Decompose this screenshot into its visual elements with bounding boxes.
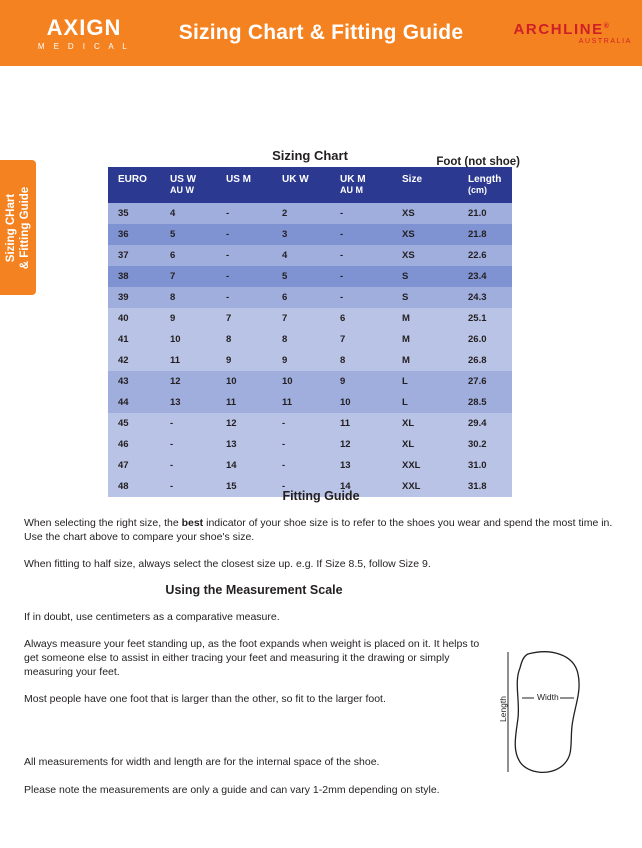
- cell-size: M: [392, 329, 458, 350]
- cell-size: XL: [392, 434, 458, 455]
- archline-trademark-icon: ®: [603, 23, 611, 30]
- cell-euro: 38: [108, 266, 160, 287]
- foot-outline-icon: [498, 648, 594, 776]
- cell-us-w: -: [160, 434, 216, 455]
- table-row: [108, 350, 512, 371]
- cell-euro: 45: [108, 413, 160, 434]
- cell-uk-w: 2: [272, 203, 330, 224]
- cell-size: XXL: [392, 455, 458, 476]
- cell-length: 26.8: [458, 350, 512, 371]
- cell-us-m: -: [216, 287, 272, 308]
- cell-uk-m: -: [330, 224, 392, 245]
- cell-length: 25.1: [458, 308, 512, 329]
- measurement-paragraph-2: Always measure your feet standing up, as the foot expands when weight is placed on it. It helps to get someone else to assist in either tracing your feet and measuring it the drawing or simply measuring your feet.: [24, 638, 480, 678]
- archline-brand-label: ARCHLINE: [513, 21, 604, 38]
- footnote-paragraph-1: All measurements for width and length are for the internal space of the shoe.: [24, 756, 380, 768]
- cell-size: M: [392, 308, 458, 329]
- col-header-length-sub: (cm): [468, 185, 488, 195]
- col-header-uk-m: [330, 167, 392, 203]
- cell-us-m: 9: [216, 350, 272, 371]
- cell-us-m: -: [216, 266, 272, 287]
- cell-size: L: [392, 371, 458, 392]
- footnotes-section: [24, 755, 484, 811]
- cell-length: 21.8: [458, 224, 512, 245]
- fitting-para1-part-a: When selecting the right size, the: [24, 517, 182, 529]
- table-row: [108, 371, 512, 392]
- cell-uk-m: -: [330, 203, 392, 224]
- table-row: [108, 203, 512, 224]
- cell-euro: 39: [108, 287, 160, 308]
- col-header-size-label: Size: [402, 174, 423, 185]
- cell-us-w: 5: [160, 224, 216, 245]
- col-header-us-w: [160, 167, 216, 203]
- col-header-uk-w-label: UK W: [282, 174, 309, 185]
- cell-uk-w: -: [272, 476, 330, 497]
- cell-uk-m: 8: [330, 350, 392, 371]
- table-row: [108, 434, 512, 455]
- table-row: [108, 224, 512, 245]
- cell-uk-w: 3: [272, 224, 330, 245]
- col-header-length: [458, 167, 512, 203]
- sizing-table-body: [108, 203, 512, 497]
- fitting-para1-part-b: indicator of your shoe size is to refer to the shoes you wear and spend the most time in. Use the chart above to compare your shoe's size.: [24, 517, 613, 543]
- cell-us-w: 11: [160, 350, 216, 371]
- col-header-uk-m-label: UK M: [340, 174, 366, 185]
- cell-uk-m: 7: [330, 329, 392, 350]
- cell-euro: 44: [108, 392, 160, 413]
- cell-euro: 36: [108, 224, 160, 245]
- side-tab-line1: Sizing CHart: [5, 193, 17, 262]
- col-header-uk-m-sub: AU M: [340, 185, 363, 195]
- sizing-chart-section: [108, 148, 520, 497]
- axign-sub-text: M E D I C A L: [37, 41, 131, 51]
- col-header-us-w-label: US W: [170, 174, 197, 185]
- cell-us-m: 13: [216, 434, 272, 455]
- cell-euro: 35: [108, 203, 160, 224]
- cell-size: S: [392, 266, 458, 287]
- table-row: [108, 287, 512, 308]
- cell-uk-m: -: [330, 287, 392, 308]
- cell-euro: 48: [108, 476, 160, 497]
- cell-uk-w: 4: [272, 245, 330, 266]
- cell-uk-w: 11: [272, 392, 330, 413]
- foot-not-shoe-note: Foot (not shoe): [436, 156, 520, 168]
- archline-brand-text: [513, 21, 610, 38]
- cell-us-m: 12: [216, 413, 272, 434]
- col-header-us-m: [216, 167, 272, 203]
- length-label: Length: [498, 696, 508, 722]
- cell-length: 21.0: [458, 203, 512, 224]
- measurement-scale-title: Using the Measurement Scale: [165, 583, 343, 597]
- fitting-guide-title: Fitting Guide: [282, 489, 360, 503]
- cell-size: XXL: [392, 476, 458, 497]
- cell-size: XS: [392, 203, 458, 224]
- table-row: [108, 329, 512, 350]
- side-tab: [0, 160, 36, 295]
- cell-us-w: 7: [160, 266, 216, 287]
- cell-uk-w: -: [272, 434, 330, 455]
- measurement-scale-section: [24, 583, 484, 706]
- col-header-euro-label: EURO: [118, 174, 147, 185]
- cell-size: L: [392, 392, 458, 413]
- cell-uk-m: 6: [330, 308, 392, 329]
- cell-us-w: 6: [160, 245, 216, 266]
- cell-length: 28.5: [458, 392, 512, 413]
- cell-length: 23.4: [458, 266, 512, 287]
- cell-us-w: 8: [160, 287, 216, 308]
- archline-logo: [492, 21, 642, 45]
- cell-us-m: 7: [216, 308, 272, 329]
- col-header-length-label: Length: [468, 174, 502, 185]
- measurement-paragraph-1: If in doubt, use centimeters as a comparative measure.: [24, 611, 280, 623]
- cell-uk-w: 8: [272, 329, 330, 350]
- cell-size: XS: [392, 224, 458, 245]
- table-row: [108, 308, 512, 329]
- cell-euro: 41: [108, 329, 160, 350]
- table-row: [108, 392, 512, 413]
- cell-euro: 43: [108, 371, 160, 392]
- cell-uk-w: 9: [272, 350, 330, 371]
- cell-uk-m: 14: [330, 476, 392, 497]
- fitting-para1-bold: best: [181, 517, 204, 529]
- cell-us-w: -: [160, 455, 216, 476]
- cell-length: 31.0: [458, 455, 512, 476]
- cell-length: 27.6: [458, 371, 512, 392]
- cell-us-w: -: [160, 413, 216, 434]
- cell-us-m: 11: [216, 392, 272, 413]
- foot-shape-path: [515, 652, 579, 773]
- col-header-us-w-sub: AU W: [170, 185, 194, 195]
- side-tab-line2: & Fitting Guide: [19, 186, 31, 269]
- cell-uk-m: -: [330, 245, 392, 266]
- cell-us-m: 15: [216, 476, 272, 497]
- col-header-size: [392, 167, 458, 203]
- cell-us-w: -: [160, 476, 216, 497]
- cell-uk-m: 12: [330, 434, 392, 455]
- table-row: [108, 413, 512, 434]
- cell-euro: 40: [108, 308, 160, 329]
- cell-uk-w: 6: [272, 287, 330, 308]
- cell-length: 29.4: [458, 413, 512, 434]
- cell-euro: 46: [108, 434, 160, 455]
- cell-uk-w: -: [272, 413, 330, 434]
- cell-us-w: 10: [160, 329, 216, 350]
- foot-outline-diagram: [498, 648, 594, 776]
- cell-us-w: 9: [160, 308, 216, 329]
- cell-size: XS: [392, 245, 458, 266]
- sizing-table: [108, 167, 512, 497]
- cell-uk-w: 7: [272, 308, 330, 329]
- cell-us-m: 8: [216, 329, 272, 350]
- cell-euro: 47: [108, 455, 160, 476]
- axign-medical-logo: [0, 16, 150, 51]
- cell-size: M: [392, 350, 458, 371]
- footnote-paragraph-2: Please note the measurements are only a guide and can vary 1-2mm depending on style.: [24, 784, 440, 796]
- cell-uk-m: 9: [330, 371, 392, 392]
- table-row: [108, 266, 512, 287]
- measurement-paragraph-3: Most people have one foot that is larger than the other, so fit to the larger foot.: [24, 693, 386, 705]
- side-tab-label: [4, 186, 32, 268]
- cell-uk-w: -: [272, 455, 330, 476]
- table-header-row: [108, 167, 512, 203]
- cell-us-m: 14: [216, 455, 272, 476]
- cell-uk-m: 13: [330, 455, 392, 476]
- page-header: [0, 0, 642, 66]
- cell-us-w: 12: [160, 371, 216, 392]
- page-title: Sizing Chart & Fitting Guide: [178, 21, 464, 44]
- col-header-us-m-label: US M: [226, 174, 251, 185]
- fitting-guide-paragraph-2: When fitting to half size, always select the closest size up. e.g. If Size 8.5, follow Size 9.: [24, 558, 431, 570]
- cell-us-m: -: [216, 203, 272, 224]
- cell-length: 26.0: [458, 329, 512, 350]
- cell-us-w: 4: [160, 203, 216, 224]
- table-row: [108, 455, 512, 476]
- cell-uk-w: 10: [272, 371, 330, 392]
- cell-uk-m: -: [330, 266, 392, 287]
- cell-us-w: 13: [160, 392, 216, 413]
- width-label: Width: [537, 692, 559, 702]
- archline-sub-text: AUSTRALIA: [578, 38, 632, 45]
- cell-euro: 37: [108, 245, 160, 266]
- fitting-guide-paragraph-1: [24, 516, 618, 544]
- col-header-euro: [108, 167, 160, 203]
- cell-uk-m: 10: [330, 392, 392, 413]
- axign-brand-text: AXIGN: [46, 14, 122, 40]
- cell-us-m: -: [216, 224, 272, 245]
- cell-us-m: 10: [216, 371, 272, 392]
- cell-uk-m: 11: [330, 413, 392, 434]
- table-row: [108, 245, 512, 266]
- cell-length: 22.6: [458, 245, 512, 266]
- cell-size: S: [392, 287, 458, 308]
- cell-length: 31.8: [458, 476, 512, 497]
- cell-uk-w: 5: [272, 266, 330, 287]
- cell-euro: 42: [108, 350, 160, 371]
- fitting-guide-section: [24, 489, 618, 571]
- cell-size: XL: [392, 413, 458, 434]
- cell-us-m: -: [216, 245, 272, 266]
- sizing-chart-caption: Sizing Chart: [272, 148, 348, 163]
- cell-length: 24.3: [458, 287, 512, 308]
- col-header-uk-w: [272, 167, 330, 203]
- cell-length: 30.2: [458, 434, 512, 455]
